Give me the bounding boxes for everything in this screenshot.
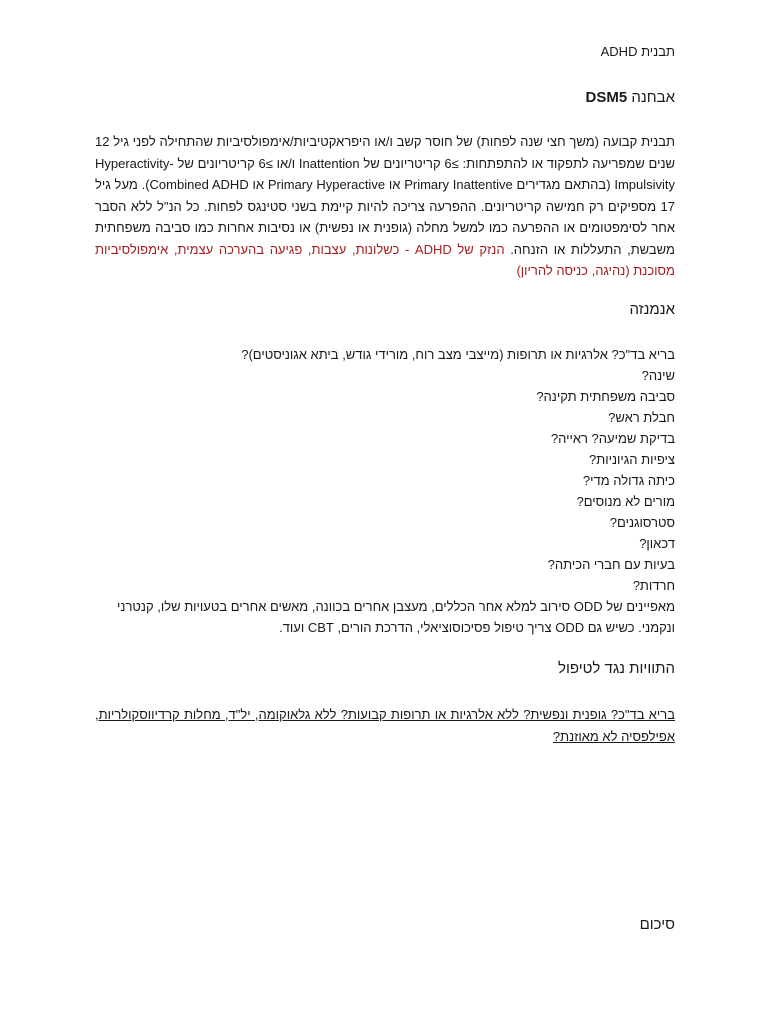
anamnesis-item: בעיות עם חברי הכיתה? <box>547 556 675 572</box>
anamnesis-heading: אנמנזה <box>629 300 675 318</box>
anamnesis-item: חבלת ראש? <box>608 409 675 425</box>
document-body <box>95 0 675 936</box>
diagnosis-heading <box>95 87 675 109</box>
summary-heading: סיכום <box>639 915 675 933</box>
anamnesis-item: סביבה משפחתית תקינה? <box>536 388 675 404</box>
contraindications-text: בריא בד"כ? גופנית ונפשית? ללא אלרגיות או תרופות קבועות? ללא גלאוקומה, יל"ד, מחלות קרדיווסקולריות, אפילפסיה לא מאוזנת? <box>95 706 675 744</box>
anamnesis-item: שינה? <box>641 367 675 383</box>
odd-paragraph: מאפיינים של ODD סירוב למלא אחר הכללים, מעצבן אחרים בכוונה, מאשים אחרים בטעויות שלו, קנטרני ונקמני. כשיש גם ODD צריך טיפול פסיכוסוציאלי, הדרכת הורים, CBT ועוד. <box>117 598 675 635</box>
anamnesis-item: כיתה גדולה מדי? <box>582 472 675 488</box>
anamnesis-item: סטרסוגנים? <box>609 514 675 530</box>
anamnesis-item: דכאון? <box>639 535 675 551</box>
diagnosis-heading-dsm5: DSM5 <box>585 89 628 106</box>
anamnesis-item: חרדות? <box>632 577 675 593</box>
diagnosis-text: תבנית קבועה (משך חצי שנה לפחות) של חוסר קשב ו/או היפראקטיביות/אימפולסיביות שהתחילה לפני גיל 12 שנים שמפריעה לתפקוד או להתפתחות: ≥6 קריטריונים של Inattention ו/או ≥6 קריטריונים של Hyperactivity-Impulsivity (בהתאם מגדירים Primary Inattentive או Primary Hyperactive או Combined ADHD). מעל גיל 17 מספיקים רק חמישה קריטריונים. ההפרעה צריכה להיות קיימת בשני סטינגס לפחות. כל הנ"ל ללא הסבר אחר לסימפטומים או ההפרעה כמו למשל מחלה (גופנית או נפשית) או נסיבות אחרות כמו סביבה משפחתית משבשת, התעללות או הזנחה. <box>95 134 676 257</box>
diagnosis-paragraph <box>95 131 675 282</box>
adhd-harm-highlight: הנזק של ADHD - כשלונות, עצבות, פגיעה בהערכה עצמית, אימפולסיביות מסוכנת (נהיגה, כניסה להריון) <box>95 241 675 278</box>
anamnesis-list <box>95 344 675 638</box>
anamnesis-item: בריא בד"כ? אלרגיות או תרופות (מייצבי מצב רוח, מורידי גודש, ביתא אגוניסטים)? <box>241 346 675 362</box>
document-title: תבנית ADHD <box>600 44 675 59</box>
anamnesis-item: בדיקת שמיעה? ראייה? <box>550 430 675 446</box>
contraindications-heading: התוויות נגד לטיפול <box>558 659 675 677</box>
anamnesis-item: מורים לא מנוסים? <box>576 493 675 509</box>
diagnosis-heading-label: אבחנה <box>631 89 675 106</box>
anamnesis-item: ציפיות הגיוניות? <box>589 451 675 467</box>
